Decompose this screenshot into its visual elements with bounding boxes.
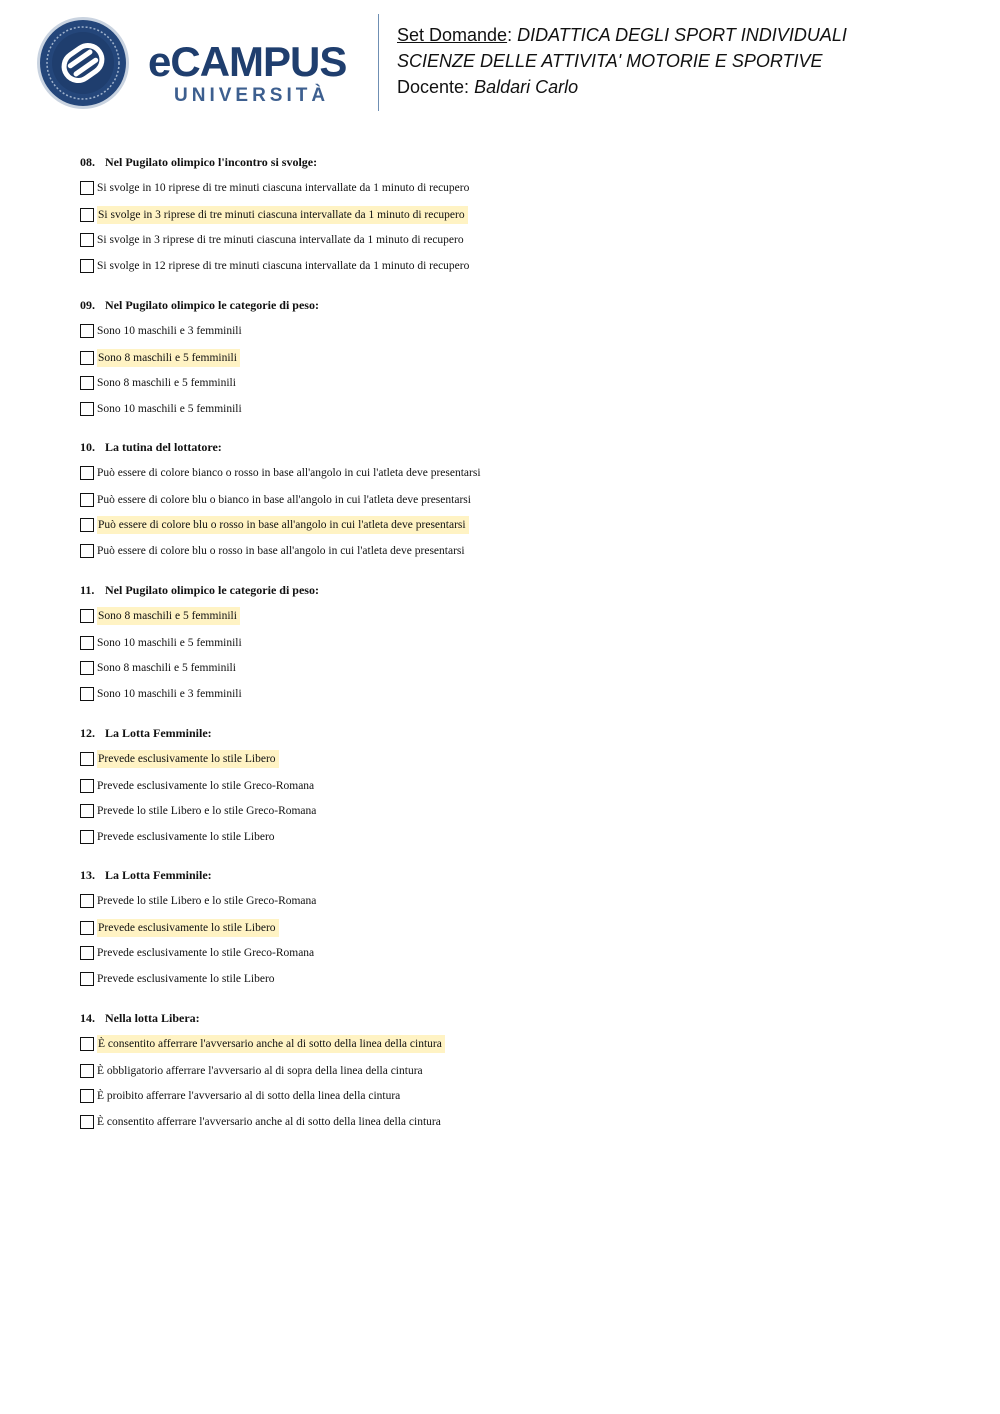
course-title: DIDATTICA DEGLI SPORT INDIVIDUALI (517, 25, 847, 45)
answer-checkbox[interactable] (80, 1115, 94, 1129)
answer-checkbox[interactable] (80, 233, 94, 247)
answer-checkbox[interactable] (80, 972, 94, 986)
answer-checkbox[interactable] (80, 1089, 94, 1103)
answer-checkbox[interactable] (80, 921, 94, 935)
question-09 (80, 297, 960, 440)
question-number: 13. (80, 868, 95, 883)
answer-checkbox[interactable] (80, 661, 94, 675)
question-text: Nel Pugilato olimpico le categorie di peso: (105, 583, 319, 598)
set-separator: : (507, 25, 513, 45)
answer-checkbox[interactable] (80, 894, 94, 908)
answer-text: Prevede lo stile Libero e lo stile Greco-Romana (97, 895, 317, 908)
answer-text: Prevede esclusivamente lo stile Libero (97, 919, 279, 937)
answer-checkbox[interactable] (80, 324, 94, 338)
answer-option[interactable] (80, 374, 239, 392)
page-header (0, 0, 1000, 125)
answer-option[interactable] (80, 892, 319, 910)
question-text: Nella lotta Libera: (105, 1011, 200, 1026)
answer-text: Sono 10 maschili e 3 femminili (97, 324, 242, 337)
question-number: 11. (80, 583, 95, 598)
question-14 (80, 1010, 960, 1153)
answer-checkbox[interactable] (80, 259, 94, 273)
answer-text: Si svolge in 10 riprese di tre minuti ciascuna intervallate da 1 minuto di recupero (97, 182, 470, 194)
answer-text: Prevede esclusivamente lo stile Libero (97, 830, 275, 843)
answer-option[interactable] (80, 322, 245, 340)
answer-checkbox[interactable] (80, 687, 94, 701)
answer-option[interactable] (80, 491, 474, 509)
answer-text: Prevede lo stile Libero e lo stile Greco-Romana (97, 804, 317, 817)
answer-option[interactable] (80, 464, 484, 482)
answer-option[interactable] (80, 179, 472, 197)
answer-option[interactable] (80, 802, 319, 820)
logo-subtitle: UNIVERSITÀ (174, 85, 330, 106)
answer-option[interactable] (80, 685, 245, 703)
answer-option[interactable] (80, 634, 245, 652)
answer-checkbox[interactable] (80, 466, 94, 480)
answer-text: È consentito afferrare l'avversario anche al di sotto della linea della cintura (97, 1116, 441, 1129)
question-12 (80, 725, 960, 868)
answer-checkbox[interactable] (80, 804, 94, 818)
question-10 (80, 439, 960, 582)
question-text: La Lotta Femminile: (105, 868, 212, 883)
answer-option[interactable] (80, 257, 472, 275)
answer-checkbox[interactable] (80, 752, 94, 766)
answer-checkbox[interactable] (80, 636, 94, 650)
answer-checkbox[interactable] (80, 181, 94, 195)
answer-text: Sono 8 maschili e 5 femminili (97, 662, 236, 675)
answer-text: Sono 10 maschili e 3 femminili (97, 688, 242, 701)
answer-option[interactable] (80, 919, 279, 937)
answer-option[interactable] (80, 659, 239, 677)
answer-checkbox[interactable] (80, 351, 94, 365)
answer-checkbox[interactable] (80, 208, 94, 222)
question-title (80, 297, 319, 313)
answer-text: Si svolge in 3 riprese di tre minuti ciascuna intervallate da 1 minuto di recupero (97, 234, 464, 246)
answer-text: Sono 10 maschili e 5 femminili (97, 402, 242, 415)
question-title (80, 1010, 200, 1026)
header-divider (378, 14, 379, 111)
answer-checkbox[interactable] (80, 779, 94, 793)
answer-text: Prevede esclusivamente lo stile Libero (97, 750, 279, 768)
answer-text: Può essere di colore blu o rosso in base all'angolo in cui l'atleta deve presentarsi (97, 545, 465, 558)
answer-checkbox[interactable] (80, 609, 94, 623)
answer-option[interactable] (80, 1113, 444, 1131)
answer-text: Può essere di colore blu o rosso in base all'angolo in cui l'atleta deve presentarsi (97, 516, 469, 534)
answer-checkbox[interactable] (80, 830, 94, 844)
answer-checkbox[interactable] (80, 518, 94, 532)
answer-option[interactable] (80, 1087, 403, 1105)
answer-checkbox[interactable] (80, 376, 94, 390)
answer-text: È consentito afferrare l'avversario anche al di sotto della linea della cintura (97, 1035, 445, 1053)
question-08 (80, 154, 960, 297)
question-text: La tutina del lottatore: (105, 440, 222, 455)
logo-brand: eCAMPUS (148, 38, 347, 85)
answer-checkbox[interactable] (80, 544, 94, 558)
answer-text: Si svolge in 3 riprese di tre minuti ciascuna intervallate da 1 minuto di recupero (97, 206, 468, 224)
set-line (397, 22, 847, 48)
question-number: 12. (80, 725, 95, 740)
answer-text: È obbligatorio afferrare l'avversario al di sopra della linea della cintura (97, 1065, 423, 1078)
set-label: Set Domande (397, 25, 508, 45)
answer-option[interactable] (80, 750, 279, 768)
answer-option[interactable] (80, 970, 278, 988)
question-number: 09. (80, 297, 95, 312)
answer-option[interactable] (80, 607, 240, 625)
answer-text: Si svolge in 12 riprese di tre minuti ciascuna intervallate da 1 minuto di recupero (97, 260, 470, 272)
answer-option[interactable] (80, 231, 467, 249)
answer-option[interactable] (80, 944, 317, 962)
answer-text: Prevede esclusivamente lo stile Greco-Romana (97, 947, 315, 960)
question-number: 08. (80, 155, 95, 169)
answer-option[interactable] (80, 542, 468, 560)
answer-option[interactable] (80, 828, 278, 846)
answer-option[interactable] (80, 1062, 426, 1080)
answer-option[interactable] (80, 777, 317, 795)
question-list (80, 154, 960, 1153)
answer-option[interactable] (80, 349, 240, 367)
question-text: Nel Pugilato olimpico l'incontro si svolge: (105, 155, 318, 169)
question-title (80, 867, 212, 883)
answer-option[interactable] (80, 400, 245, 418)
question-13 (80, 867, 960, 1010)
answer-checkbox[interactable] (80, 1064, 94, 1078)
question-title (80, 439, 222, 455)
question-title (80, 582, 319, 598)
answer-option[interactable] (80, 516, 469, 534)
course-subtitle: SCIENZE DELLE ATTIVITA' MOTORIE E SPORTIVE (397, 51, 823, 71)
ecampus-wordmark (148, 40, 362, 108)
answer-checkbox[interactable] (80, 946, 94, 960)
answer-option[interactable] (80, 206, 468, 224)
teacher-line (397, 74, 847, 100)
answer-checkbox[interactable] (80, 493, 94, 507)
teacher-label: Docente: (397, 77, 470, 97)
question-title (80, 725, 212, 741)
answer-text: Sono 8 maschili e 5 femminili (97, 607, 240, 625)
answer-text: Può essere di colore bianco o rosso in base all'angolo in cui l'atleta deve presentarsi (97, 467, 481, 480)
answer-text: Sono 8 maschili e 5 femminili (97, 349, 240, 367)
answer-text: Sono 8 maschili e 5 femminili (97, 376, 236, 389)
teacher-name: Baldari Carlo (474, 77, 579, 97)
answer-checkbox[interactable] (80, 402, 94, 416)
answer-checkbox[interactable] (80, 1037, 94, 1051)
answer-text: Sono 10 maschili e 5 femminili (97, 637, 242, 650)
header-info (397, 22, 847, 100)
answer-option[interactable] (80, 1035, 445, 1053)
ecampus-seal-logo (36, 16, 130, 110)
question-text: Nel Pugilato olimpico le categorie di peso: (105, 297, 319, 312)
answer-text: È proibito afferrare l'avversario al di sotto della linea della cintura (97, 1090, 401, 1103)
question-number: 10. (80, 440, 95, 455)
question-text: La Lotta Femminile: (105, 725, 212, 740)
answer-text: Può essere di colore blu o bianco in base all'angolo in cui l'atleta deve presentarsi (97, 494, 471, 507)
question-title (80, 154, 317, 170)
question-11 (80, 582, 960, 725)
answer-text: Prevede esclusivamente lo stile Greco-Romana (97, 779, 315, 792)
question-number: 14. (80, 1011, 95, 1026)
answer-text: Prevede esclusivamente lo stile Libero (97, 973, 275, 986)
